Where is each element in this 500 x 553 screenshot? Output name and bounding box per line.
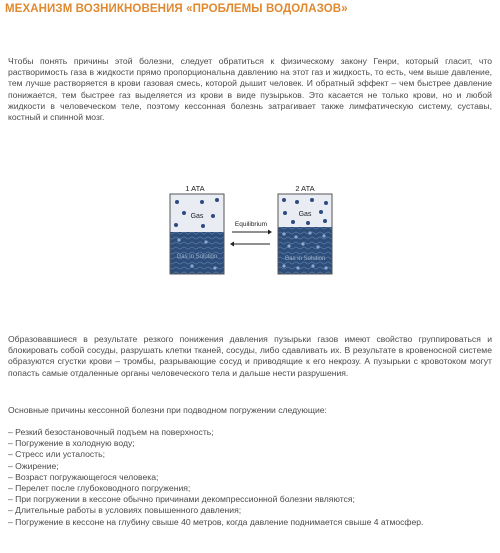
list-item: – Возраст погружающегося человека; — [8, 471, 159, 482]
right-solution-label: Gas in Solution — [284, 256, 326, 262]
left-gas-label: Gas — [190, 213, 204, 220]
article-title: МЕХАНИЗМ ВОЗНИКНОВЕНИЯ «ПРОБЛЕМЫ ВОДОЛАЗОВ» — [5, 3, 348, 15]
equilibrium-label: Equilibrium — [234, 221, 268, 228]
left-solution-label: Gas in Solution — [176, 254, 218, 260]
right-arrow — [232, 230, 272, 235]
causes-list — [8, 427, 492, 528]
right-gas-label: Gas — [298, 211, 312, 218]
list-item: – Погружение в холодную воду; — [8, 438, 135, 449]
list-item: – Длительные работы в условиях повышенного давления; — [8, 505, 242, 516]
intro-paragraph: Чтобы понять причины этой болезни, следует обратиться к физическому закону Генри, который гласит, что растворимость газа в жидкости прямо пропорциональна давлению на этот газ и жидкость, то есть, чем выше давление, тем лучше растворяется в крови газовая смесь, которой дышит человек. И обратный эффект – чем быстрее давление понижается, тем быстрее газ выделяется из крови в виде пузырьков. Это касается не только крови, но и любой жидкости в человеческом теле, поэтому кессонная болезнь затрагивает также лимфатическую систему, суставы, костный и спинной мозг. — [8, 56, 492, 123]
list-item: – Стресс или усталость; — [8, 449, 105, 460]
right-pressure-label: 2 ATA — [295, 184, 315, 193]
list-item: – При погружении в кессоне обычно причинами декомпрессионной болезни являются; — [8, 494, 355, 505]
diagram-svg — [166, 180, 336, 276]
left-arrow — [230, 242, 270, 247]
list-item: – Резкий безостановочный подъем на поверхность; — [8, 427, 214, 437]
list-item: – Погружение в кессоне на глубину свыше 40 метров, когда давление поднимается свыше 4 атмосфер. — [8, 516, 424, 527]
henry-law-diagram — [166, 180, 336, 276]
list-item: – Ожирение; — [8, 460, 59, 471]
causes-intro: Основные причины кессонной болезни при подводном погружении следующие: — [8, 405, 327, 415]
right-liquid — [279, 227, 332, 274]
left-pressure-label: 1 ATA — [185, 184, 205, 193]
list-item: – Перелет после глубоководного погружения; — [8, 483, 191, 494]
bubbles-paragraph: Образовавшиеся в результате резкого понижения давления пузырьки газов имеют свойство группироваться и блокировать собой сосуды, разрушать клетки тканей, сосуды, либо сдавливать их. В результате в кровеносной системе образуются сгустки крови – тромбы, разрывающие сосуд и приводящие к его некрозу. А пузырьки с кровотоком могут попасть самые отдаленные органы человеческого тела и дальше нести разрушения. — [8, 334, 492, 378]
